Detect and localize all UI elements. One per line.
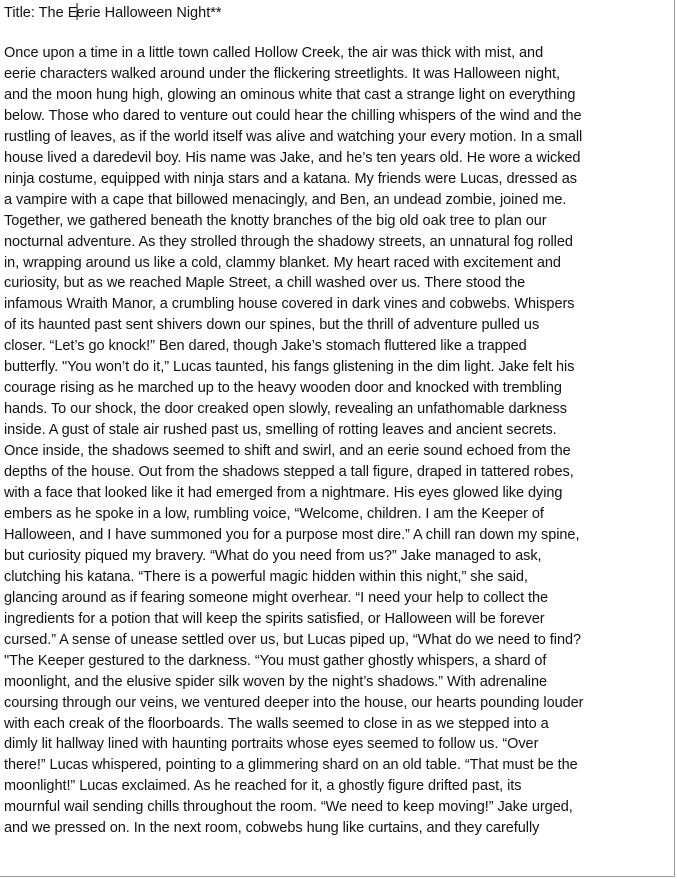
paragraph-line: Together, we gathered beneath the knotty branches of the big old oak tree to plan our — [4, 212, 547, 229]
paragraph-line: eerie characters walked around under the flickering streetlights. It was Halloween night, — [4, 65, 560, 82]
paragraph-line: but curiosity piqued my bravery. “What do you need from us?” Jake managed to ask, — [4, 547, 542, 564]
paragraph-line: Once upon a time in a little town called Hollow Creek, the air was thick with mist, and — [4, 45, 544, 61]
paragraph-line: rustling of leaves, as if the world itself was alive and watching your every motion. In a small — [4, 128, 583, 145]
paragraph-line: curiosity, but as we reached Maple Street, a chill washed over us. There stood the — [4, 275, 526, 292]
story-title[interactable] — [4, 3, 666, 24]
paragraph-line: a vampire with a cape that billowed menacingly, and Ben, an undead zombie, joined me. — [4, 191, 567, 208]
paragraph-line: below. Those who dared to venture out could hear the chilling whispers of the wind and the — [4, 107, 582, 124]
paragraph-line: "The Keeper gestured to the darkness. “You must gather ghostly whispers, a shard of — [4, 652, 547, 669]
paragraph-line: glancing around as if fearing someone might overhear. “I need your help to collect the — [4, 589, 549, 606]
paragraph-spacing — [4, 24, 670, 43]
paragraph-line: courage rising as he marched up to the heavy wooden door and knocked with trembling — [4, 380, 562, 397]
paragraph-line: hands. To our shock, the door creaked open slowly, revealing an unfathomable darkness — [4, 401, 567, 418]
paragraph-line: Halloween, and I have summoned you for a purpose most dire.” A chill ran down my spine, — [4, 526, 580, 543]
story-paragraph[interactable] — [4, 43, 670, 839]
paragraph-line: mournful wail sending chills throughout the room. “We need to keep moving!” Jake urged, — [4, 799, 573, 816]
paragraph-line: ingredients for a potion that will keep the spirits satisfied, or Halloween will be forever — [4, 610, 545, 627]
paragraph-line: closer. “Let’s go knock!” Ben dared, though Jake’s stomach fluttered like a trapped — [4, 338, 527, 355]
paragraph-line: ninja costume, equipped with ninja stars and a katana. My friends were Lucas, dressed as — [4, 170, 577, 187]
paragraph-line: and we pressed on. In the next room, cobwebs hung like curtains, and they carefully — [4, 820, 540, 837]
paragraph-line: cursed.” A sense of unease settled over us, but Lucas piped up, “What do we need to find? — [4, 631, 582, 648]
paragraph-line: house lived a daredevil boy. His name was Jake, and he’s ten years old. He wore a wicked — [4, 149, 581, 166]
paragraph-line: in, wrapping around us like a cold, clammy blanket. My heart raced with excitement and — [4, 254, 561, 271]
paragraph-line: Once inside, the shadows seemed to shift and swirl, and an eerie sound echoed from the — [4, 443, 571, 460]
paragraph-line: nocturnal adventure. As they strolled through the shadowy streets, an unnatural fog rolled — [4, 233, 573, 250]
paragraph-line: dimly lit hallway lined with haunting portraits whose eyes seemed to follow us. “Over — [4, 736, 539, 753]
paragraph-line: depths of the house. Out from the shadows stepped a tall figure, draped in tattered robes, — [4, 464, 574, 481]
title-text-start: Title: The E — [4, 5, 78, 21]
title-text-end: erie Halloween Night** — [76, 5, 222, 21]
paragraph-line: butterfly. "You won’t do it,” Lucas taunted, his fangs glistening in the dim light. Jake felt his — [4, 359, 575, 376]
paragraph-line: and the moon hung high, glowing an ominous white that cast a strange light on everything — [4, 86, 576, 103]
paragraph-line: clutching his katana. “There is a powerful magic hidden within this night,” she said, — [4, 568, 528, 585]
paragraph-line: infamous Wraith Manor, a crumbling house covered in dark vines and cobwebs. Whispers — [4, 296, 575, 313]
paragraph-line: with each creak of the floorboards. The walls seemed to close in as we stepped into a — [4, 715, 549, 732]
paragraph-line: moonlight, and the elusive spider silk woven by the night’s shadows.” With adrenaline — [4, 673, 548, 690]
paragraph-line: coursing through our veins, we ventured deeper into the house, our hearts pounding louder — [4, 694, 584, 711]
paragraph-line: of its haunted past sent shivers down our spines, but the thrill of adventure pulled us — [4, 317, 540, 334]
paragraph-line: moonlight!” Lucas exclaimed. As he reached for it, a ghostly figure drifted past, its — [4, 778, 522, 795]
paragraph-line: inside. A gust of stale air rushed past us, smelling of rotting leaves and ancient secrets. — [4, 422, 557, 439]
paragraph-line: there!” Lucas whispered, pointing to a glimmering shard on an old table. “That must be the — [4, 757, 578, 774]
paragraph-line: with a face that looked like it had emerged from a nightmare. His eyes glowed like dying — [4, 485, 563, 502]
paragraph-line: embers as he spoke in a low, rumbling voice, “Welcome, children. I am the Keeper of — [4, 505, 544, 522]
document-body[interactable] — [4, 3, 670, 839]
